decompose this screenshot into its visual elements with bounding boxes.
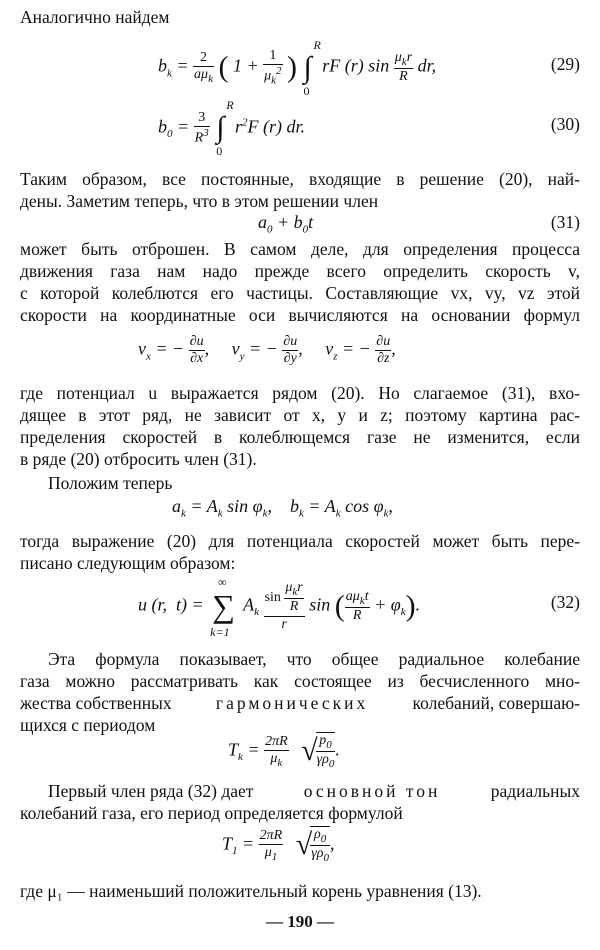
- emphasized-text: основной тон: [303, 781, 441, 801]
- eq-number-29: (29): [550, 54, 580, 74]
- paragraph-line: в ряде (20) отбросить член (31).: [20, 449, 257, 469]
- equation-period: $T_k$ = $\frac{2\pi R}{\mu_k}$ √ $\frac{p_0}{\gamma\rho_0}$ .: [228, 733, 340, 771]
- paragraph-line: щихся с периодом: [20, 715, 156, 735]
- paragraph-line: [20, 692, 580, 714]
- paragraph-line: [48, 780, 580, 802]
- paragraph-line: дящее в этот ряд, не зависит от x, y и z; поэтому картина рас-: [20, 405, 580, 425]
- paragraph-line: с которой колеблются его частицы. Составляющие vx, vy, vz этой: [20, 283, 580, 303]
- paragraph-line: тогда выражение (20) для потенциала скоростей может быть пере-: [20, 531, 580, 551]
- paragraph-line: где μ₁ — наименьший положительный корень уравнения (13).: [20, 881, 482, 901]
- paragraph-line: писано следующим образом:: [20, 553, 236, 573]
- paragraph-line: колебаний газа, его период определяется формулой: [20, 803, 403, 823]
- equation-velocity: $v_x$ = − $\frac{\partial u}{\partial x}$ , $v_y$ = − $\frac{\partial u}{\partial y}$ , $v_z$ = − $\frac{\partial u}{\partial z}$ ,: [138, 334, 396, 367]
- paragraph-line: Таким образом, все постоянные, входящие в решение (20), най-: [20, 169, 580, 189]
- intro-text: Аналогично найдем: [20, 7, 170, 27]
- text-span: радиальных: [490, 781, 580, 801]
- paragraph-line: Эта формула показывает, что общее радиальное колебание: [48, 649, 580, 669]
- text-span: Первый член ряда (32) дает: [48, 781, 254, 801]
- equation-30: $b_0$ = $\frac{3}{R^3}$ ∫ R 0 $r^2F$ (r) dr. (30): [158, 98, 580, 159]
- emphasized-text: гармонических: [215, 693, 369, 713]
- equation-29: $b_k$ = $\frac{2}{a\mu_k}$ ( 1 + $\frac{1}{\mu_k^2}$ ) ∫ R 0 rF (r) sin $\frac{\mu_kr}{R}$ dr, (29): [158, 37, 580, 98]
- equation-31: $a_0 + b_0t$ (31): [258, 212, 580, 236]
- paragraph-line: Положим теперь: [48, 473, 173, 493]
- equation-first-period: $T_1$ = $\frac{2\pi R}{\mu_1}$ √ $\frac{\rho_0}{\gamma\rho_0}$ ,: [222, 827, 335, 865]
- eq-number-32: (32): [550, 592, 580, 612]
- eq-number-31: (31): [550, 212, 580, 232]
- equation-ak-bk: $a_k = A_k$ $\sin \varphi_k$, $b_k = A_k$ $\cos \varphi_k$,: [172, 496, 393, 520]
- paragraph-line: скорости на координатные оси вычисляются на основании формул: [20, 305, 580, 325]
- paragraph-line: дены. Заметим теперь, что в этом решении член: [20, 191, 379, 211]
- text-span: жества собственных: [20, 693, 172, 713]
- text-span: колебаний, совершаю-: [412, 693, 580, 713]
- paragraph-line: где потенциал u выражается рядом (20). Но слагаемое (31), вхо-: [20, 383, 580, 403]
- page-number: — 190 —: [266, 912, 334, 931]
- paragraph-line: может быть отброшен. В самом деле, для определения процесса: [20, 239, 580, 259]
- eq-number-30: (30): [550, 114, 580, 134]
- paragraph-line: пределения скоростей в колеблющемся газе не изменится, если: [20, 427, 580, 447]
- paragraph-line: движения газа нам надо прежде всего определить скорость v,: [20, 261, 580, 281]
- equation-32: u (r, t) = ∑ ∞ k=1 $A_k$ sin $\frac{\mu_kr}{R}$ r sin ( $\frac{a\mu_kt}{R}$ + $\varphi_k$). (32): [138, 575, 580, 640]
- paragraph-line: газа можно рассматривать как состоящее из бесчисленного мно-: [20, 671, 580, 691]
